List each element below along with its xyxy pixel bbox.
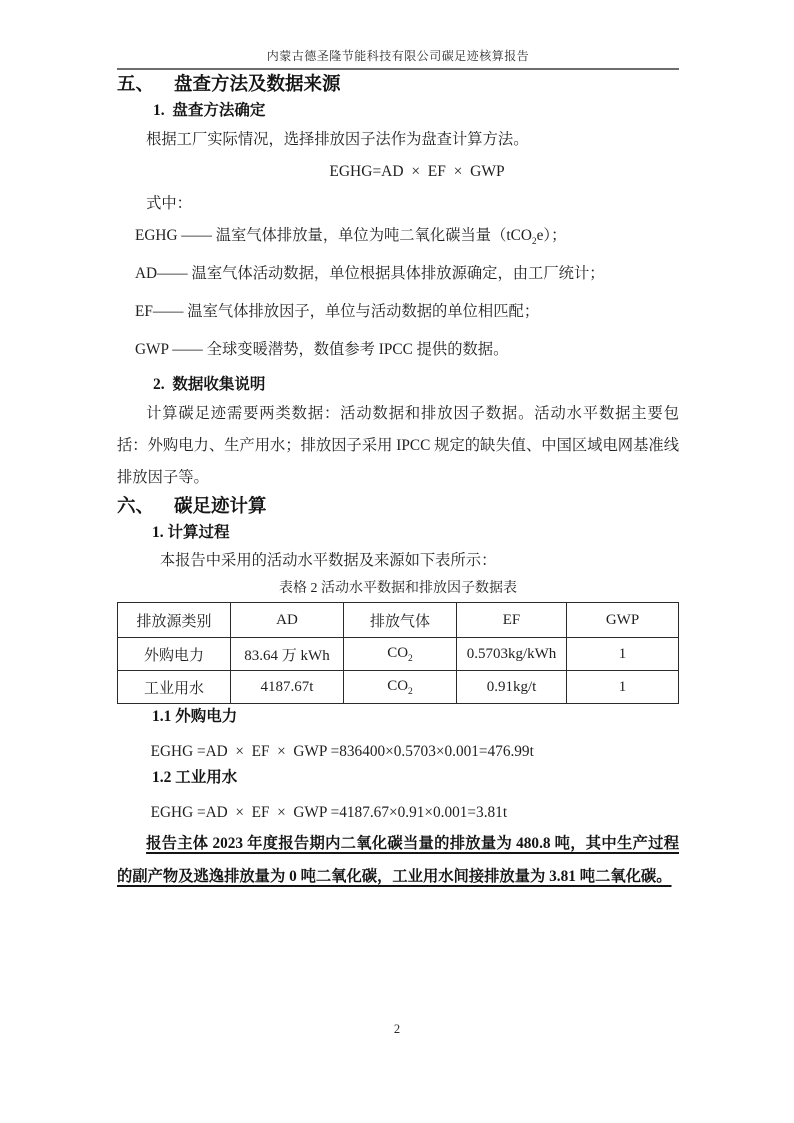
- cell-gwp: 1: [567, 671, 679, 704]
- definition-text: 温室气体排放量，单位为吨二氧化碳当量（tCO: [215, 227, 532, 244]
- definition-ef: [117, 296, 679, 334]
- table-row: [118, 671, 679, 704]
- method-subheading: 1. 盘查方法确定: [153, 102, 266, 119]
- header-title: 内蒙古德圣隆节能科技有限公司碳足迹核算报告: [266, 49, 530, 63]
- definition-subscript: 2: [531, 237, 537, 248]
- water-subheading: 1.2 工业用水: [152, 769, 238, 787]
- water-calculation: EGHG =AD × EF × GWP =4187.67×0.91×0.001=3.81t: [150, 804, 508, 822]
- cell-ef: 0.5703kg/kWh: [457, 638, 567, 671]
- activity-data-table: [117, 602, 679, 704]
- table-header-row: [118, 603, 679, 638]
- section-6-title: 碳足迹计算: [174, 497, 267, 518]
- header-cell-source: 排放源类别: [118, 603, 231, 638]
- section-6-heading: [117, 494, 679, 520]
- data-collection-subheading: 2. 数据收集说明: [153, 376, 266, 394]
- data-collection-paragraph: 计算碳足迹需要两类数据：活动数据和排放因子数据。活动水平数据主要包括：外购电力、生产用水；排放因子采用 IPCC 规定的缺失值、中国区域电网基准线排放因子等。: [117, 405, 679, 487]
- table-caption: 表格 2 活动水平数据和排放因子数据表: [279, 581, 517, 597]
- section-5-heading: [117, 72, 679, 98]
- cell-ef: 0.91kg/t: [457, 671, 567, 704]
- conclusion-paragraph: 报告主体 2023 年度报告期内二氧化碳当量的排放量为 480.8 吨，其中生产过程的副产物及逃逸排放量为 0 吨二氧化碳，工业用水间接排放量为 3.81 吨二氧化碳。: [117, 835, 679, 886]
- cell-source: 外购电力: [118, 638, 231, 671]
- cell-gwp: 1: [567, 638, 679, 671]
- header-cell-ad: AD: [231, 603, 344, 638]
- electricity-subheading: 1.1 外购电力: [152, 708, 238, 726]
- gas-symbol: CO: [387, 644, 409, 661]
- header-cell-ef: EF: [457, 603, 567, 638]
- section-6-number: 六、: [117, 497, 155, 518]
- formula-lead: 式中：: [146, 195, 192, 212]
- header-cell-gwp: GWP: [567, 603, 679, 638]
- cell-gas: [344, 638, 457, 671]
- definition-text-tail: e）；: [536, 227, 567, 244]
- ghg-formula: EGHG=AD × EF × GWP: [329, 163, 505, 180]
- table-row: [118, 638, 679, 671]
- definition-eghg: [117, 220, 679, 258]
- cell-ad: 83.64 万 kWh: [231, 638, 344, 671]
- cell-source: 工业用水: [118, 671, 231, 704]
- method-paragraph: 根据工厂实际情况，选择排放因子法作为盘查计算方法。: [146, 131, 529, 148]
- cell-gas: [344, 671, 457, 704]
- definition-term: EF——: [135, 303, 188, 321]
- definition-text: 温室气体排放因子，单位与活动数据的单位相匹配；: [187, 303, 540, 321]
- document-body: [117, 72, 679, 893]
- section-5-number: 五、: [117, 75, 155, 95]
- gas-symbol: CO: [387, 677, 409, 694]
- definition-text: 全球变暖潜势，数值参考 IPCC 提供的数据。: [206, 341, 509, 359]
- gas-subscript: 2: [408, 653, 413, 664]
- section-5-title: 盘查方法及数据来源: [174, 75, 341, 95]
- process-subheading: 1. 计算过程: [152, 524, 230, 542]
- definition-term: AD——: [135, 265, 192, 283]
- definition-term: GWP ——: [135, 341, 207, 359]
- page-number: 2: [393, 1022, 401, 1036]
- definition-term: EGHG ——: [135, 227, 216, 244]
- definition-gwp: [117, 334, 679, 372]
- definition-ad: [117, 258, 679, 296]
- page-header: [117, 0, 679, 70]
- header-cell-gas: 排放气体: [344, 603, 457, 638]
- electricity-calculation: EGHG =AD × EF × GWP =836400×0.5703×0.001=476.99t: [150, 743, 534, 761]
- table-intro-paragraph: 本报告中采用的活动水平数据及来源如下表所示：: [159, 552, 497, 570]
- definition-text: 温室气体活动数据，单位根据具体排放源确定，由工厂统计；: [191, 265, 605, 283]
- cell-ad: 4187.67t: [231, 671, 344, 704]
- gas-subscript: 2: [408, 686, 413, 697]
